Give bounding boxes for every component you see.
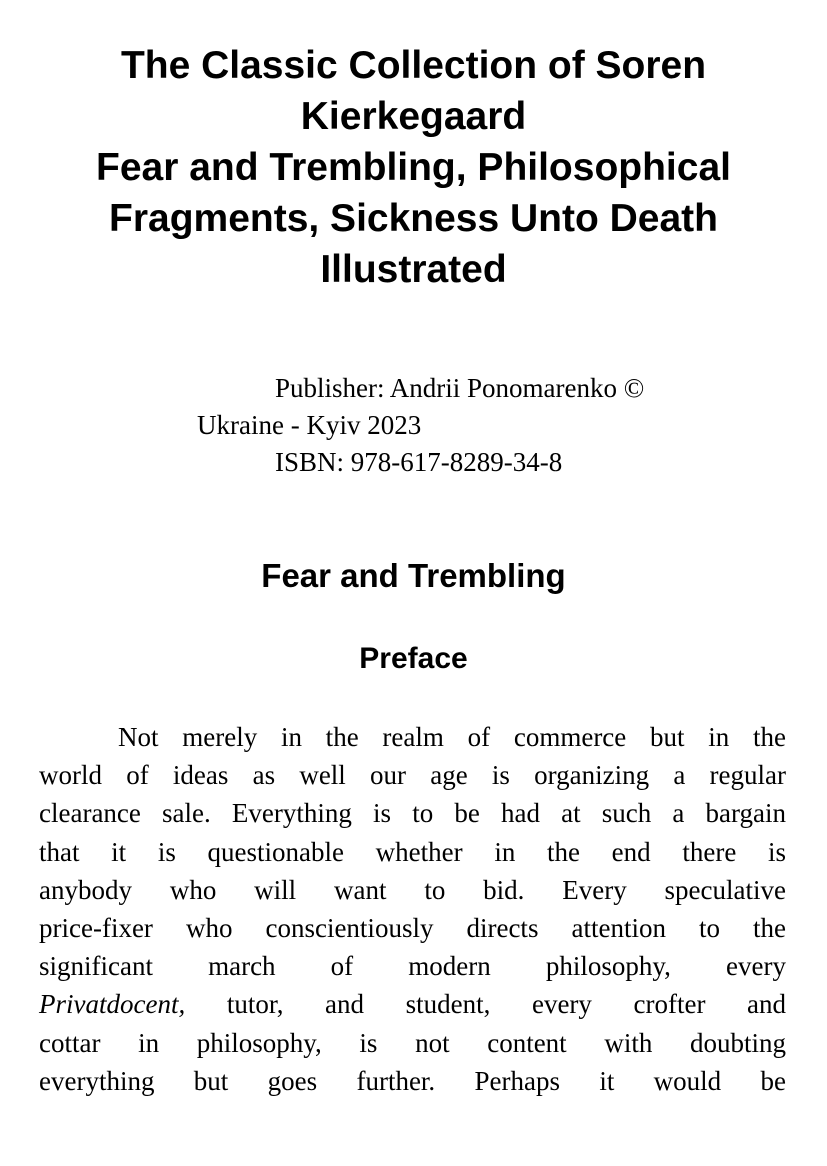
text-line: world of ideas as well our age is organizing a regular	[39, 760, 786, 791]
body-paragraph	[39, 718, 786, 1100]
text-line: Not merely in the realm of commerce but in the	[118, 722, 786, 752]
book-title-line: Fragments, Sickness Unto Death	[109, 197, 718, 240]
text-line: cottar in philosophy, is not content with doubting	[39, 1027, 786, 1058]
italic-term: Privatdocent,	[39, 989, 186, 1020]
text-line: clearance sale. Everything is to be had at such a bargain	[39, 798, 786, 829]
book-title-line: Illustrated	[320, 248, 507, 291]
text-line: anybody who will want to bid. Every speculative	[39, 874, 786, 905]
text-line: price-fixer who conscientiously directs attention to the	[39, 912, 786, 943]
text-line	[39, 985, 786, 1023]
text-line-rest: tutor, and student, every crofter and	[226, 989, 787, 1020]
isbn: ISBN: 978-617-8289-34-8	[275, 447, 563, 477]
publisher-location: Ukraine - Kyiv 2023	[197, 410, 422, 440]
book-title	[30, 40, 797, 295]
text-line: that it is questionable whether in the end there is	[39, 836, 786, 867]
text-line: significant march of modern philosophy, every	[39, 951, 786, 982]
text-line: everything but goes further. Perhaps it would be	[39, 1065, 786, 1096]
section-title: Fear and Trembling	[261, 557, 566, 594]
publisher-line: Publisher: Andrii Ponomarenko ©	[275, 373, 645, 403]
book-title-line: Fear and Trembling, Philosophical	[96, 146, 731, 189]
book-title-line: Kierkegaard	[300, 95, 527, 138]
section-subtitle: Preface	[359, 642, 468, 675]
publisher-info	[0, 370, 827, 481]
book-title-line: The Classic Collection of Soren	[120, 44, 707, 87]
